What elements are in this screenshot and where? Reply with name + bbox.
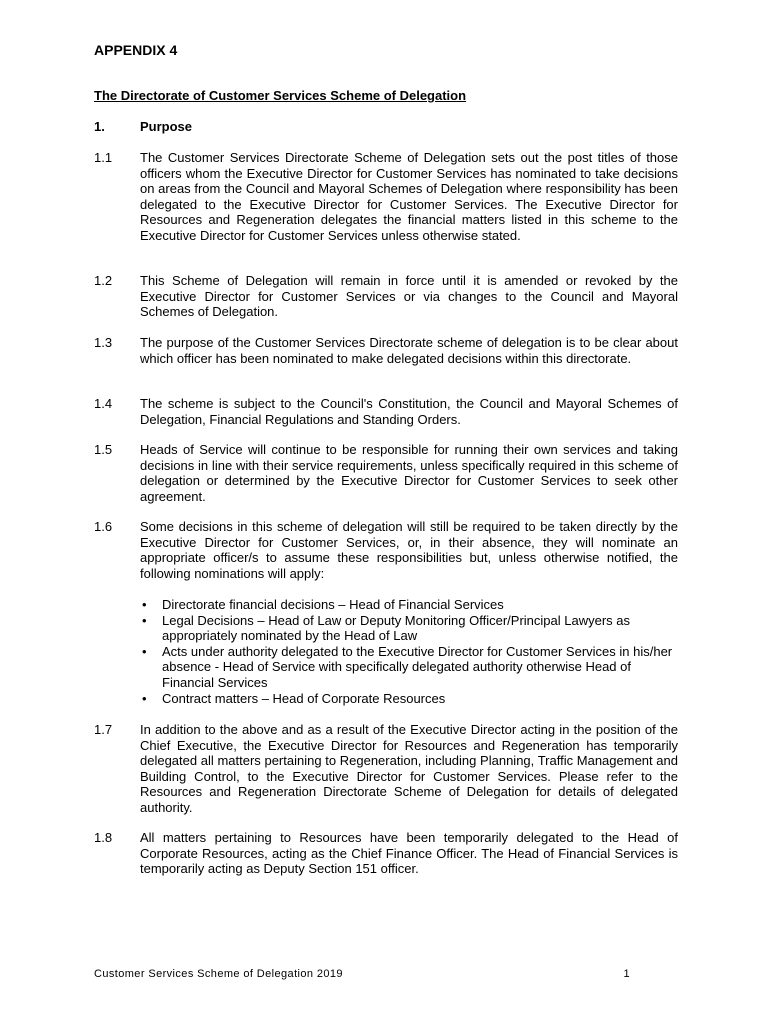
document-title: The Directorate of Customer Services Scheme of Delegation [94, 88, 467, 103]
paragraph-number: 1.8 [94, 830, 113, 845]
paragraph-text: The Customer Services Directorate Scheme of Delegation sets out the post titles of those officers whom the Executive Director for Customer Services has nominated to take decisions on areas from the Council and Mayoral Schemes of Delegation where responsibility has been delegated to the Executive Director for Customer Services. The Executive Director for Resources and Regeneration delegates the financial matters listed in this scheme to the Executive Director for Customer Services unless otherwise stated. [140, 150, 678, 243]
page-number: 1 [623, 968, 630, 980]
list-item [140, 691, 678, 707]
section-number: 1. [94, 119, 105, 134]
page-footer [94, 968, 630, 980]
paragraph-number: 1.4 [94, 396, 113, 411]
bullet-icon: • [142, 597, 147, 612]
paragraph-number: 1.3 [94, 335, 113, 350]
paragraph-1-2 [94, 273, 678, 320]
appendix-heading: APPENDIX 4 [94, 42, 178, 58]
paragraph-text: This Scheme of Delegation will remain in force until it is amended or revoked by the Executive Director for Customer Services or via changes to the Council and Mayoral Schemes of Delegation. [140, 273, 678, 320]
paragraph-text: Some decisions in this scheme of delegation will still be required to be taken directly by the Executive Director for Customer Services, or, in their absence, they will nominate an appropriate officer/s to assume these responsibilities but, unless otherwise notified, the following nominations will apply: [140, 519, 678, 581]
paragraph-number: 1.2 [94, 273, 113, 288]
list-item-text: Contract matters – Head of Corporate Resources [162, 690, 446, 706]
list-item-text: Legal Decisions – Head of Law or Deputy Monitoring Officer/Principal Lawyers as appropriately nominated by the Head of Law [162, 612, 630, 644]
paragraph-text: The scheme is subject to the Council's Constitution, the Council and Mayoral Schemes of Delegation, Financial Regulations and Standing Orders. [140, 396, 678, 427]
bullet-icon: • [142, 690, 147, 706]
paragraph-1-1 [94, 150, 678, 244]
paragraph-1-5 [94, 442, 678, 504]
paragraph-number: 1.6 [94, 519, 113, 534]
paragraph-number: 1.7 [94, 722, 113, 737]
list-item-text: Directorate financial decisions – Head of Financial Services [162, 597, 504, 612]
bullet-icon: • [142, 612, 147, 628]
paragraph-1-3 [94, 335, 678, 366]
paragraph-1-6 [94, 519, 678, 581]
footer-text: Customer Services Scheme of Delegation 2019 [94, 968, 343, 980]
paragraph-text: All matters pertaining to Resources have been temporarily delegated to the Head of Corporate Resources, acting as the Chief Finance Officer. The Head of Financial Services is temporarily acting as Deputy Section 151 officer. [140, 830, 678, 877]
list-item [140, 613, 678, 644]
paragraph-text: In addition to the above and as a result of the Executive Director acting in the position of the Chief Executive, the Executive Director for Resources and Regeneration has temporarily delegated all matters pertaining to Regeneration, including Planning, Traffic Management and Building Control, to the Executive Director for Customer Services. Please refer to the Resources and Regeneration Directorate Scheme of Delegation for details of delegated authority. [140, 722, 678, 815]
list-item [140, 597, 678, 613]
section-title: Purpose [140, 119, 193, 134]
paragraph-1-4 [94, 396, 678, 427]
paragraph-text: Heads of Service will continue to be responsible for running their own services and taking decisions in line with their service requirements, unless specifically required in this scheme of delegation or determined by the Executive Director for Customer Services to seek other agreement. [140, 442, 678, 504]
paragraph-1-7 [94, 722, 678, 816]
nominations-list [140, 597, 678, 706]
paragraph-1-8 [94, 830, 678, 877]
paragraph-number: 1.5 [94, 442, 113, 457]
paragraph-text: The purpose of the Customer Services Directorate scheme of delegation is to be clear about which officer has been nominated to make delegated decisions within this directorate. [140, 335, 678, 366]
paragraph-number: 1.1 [94, 150, 113, 165]
bullet-icon: • [142, 643, 147, 659]
list-item-text: Acts under authority delegated to the Executive Director for Customer Services in his/her absence - Head of Service with specifically delegated authority otherwise Head of Financial Services [162, 643, 673, 690]
list-item [140, 644, 678, 691]
